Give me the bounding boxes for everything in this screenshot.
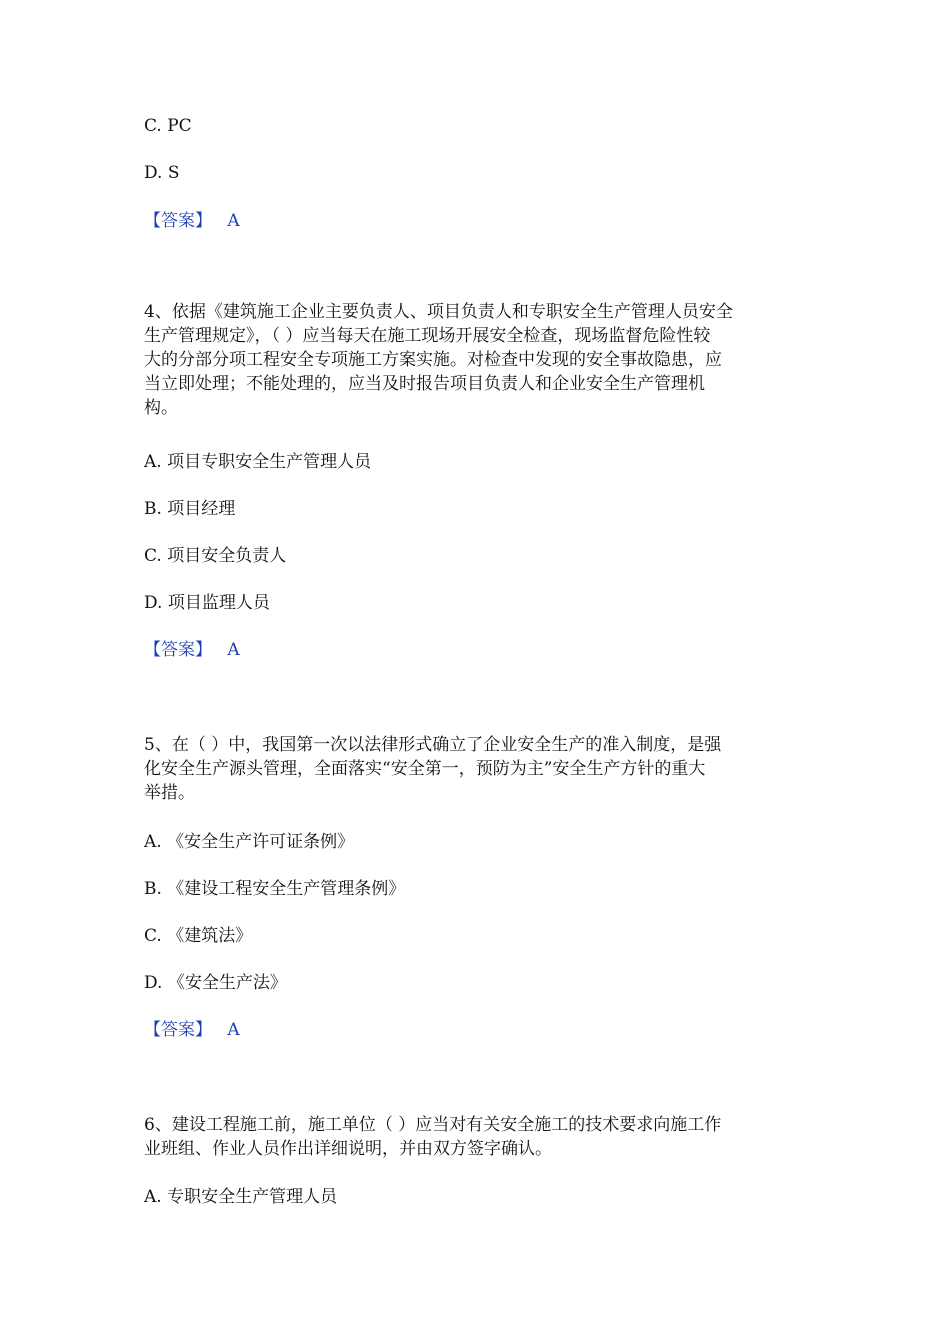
answer-label: 【答案】: [144, 211, 212, 231]
q5-stem-line: 化安全生产源头管理，全面落实“安全第一，预防为主”安全生产方针的重大: [144, 759, 706, 779]
q4-option-a: A. 项目专职安全生产管理人员: [144, 452, 372, 472]
q3-answer: [144, 209, 240, 233]
q4-stem-line: 生产管理规定》，（ ）应当每天在施工现场开展安全检查，现场监督危险性较: [144, 326, 711, 346]
q4-stem: [144, 300, 804, 420]
q6-stem-line: 业班组、作业人员作出详细说明，并由双方签字确认。: [144, 1139, 552, 1159]
answer-value: A: [227, 1020, 240, 1040]
q5-answer: [144, 1018, 240, 1042]
q5-option-b: B. 《建设工程安全生产管理条例》: [144, 879, 406, 899]
q6-stem-line: 6、建设工程施工前，施工单位（ ）应当对有关安全施工的技术要求向施工作: [144, 1115, 722, 1135]
q6-option-a: A. 专职安全生产管理人员: [144, 1187, 338, 1207]
q5-option-c: C. 《建筑法》: [144, 926, 253, 946]
q4-option-c: C. 项目安全负责人: [144, 546, 287, 566]
q3-option-d: D. S: [144, 163, 180, 183]
q5-stem: [144, 733, 804, 805]
q4-option-b: B. 项目经理: [144, 499, 236, 519]
q5-stem-line: 举措。: [144, 783, 195, 803]
answer-label: 【答案】: [144, 640, 212, 660]
q4-stem-line: 大的分部分项工程安全专项施工方案实施。对检查中发现的安全事故隐患，应: [144, 350, 722, 370]
q5-option-a: A. 《安全生产许可证条例》: [144, 832, 355, 852]
q5-option-d: D. 《安全生产法》: [144, 973, 287, 993]
q4-option-d: D. 项目监理人员: [144, 593, 270, 613]
answer-label: 【答案】: [144, 1020, 212, 1040]
q4-stem-line: 4、依据《建筑施工企业主要负责人、项目负责人和专职安全生产管理人员安全: [144, 302, 733, 322]
q4-stem-line: 构。: [144, 398, 178, 418]
answer-value: A: [227, 640, 240, 660]
q4-stem-line: 当立即处理；不能处理的，应当及时报告项目负责人和企业安全生产管理机: [144, 374, 705, 394]
q5-stem-line: 5、在（ ）中，我国第一次以法律形式确立了企业安全生产的准入制度，是强: [144, 735, 722, 755]
q4-answer: [144, 638, 240, 662]
answer-value: A: [227, 211, 240, 231]
q3-option-c: C. PC: [144, 116, 192, 136]
q6-stem: [144, 1113, 804, 1161]
